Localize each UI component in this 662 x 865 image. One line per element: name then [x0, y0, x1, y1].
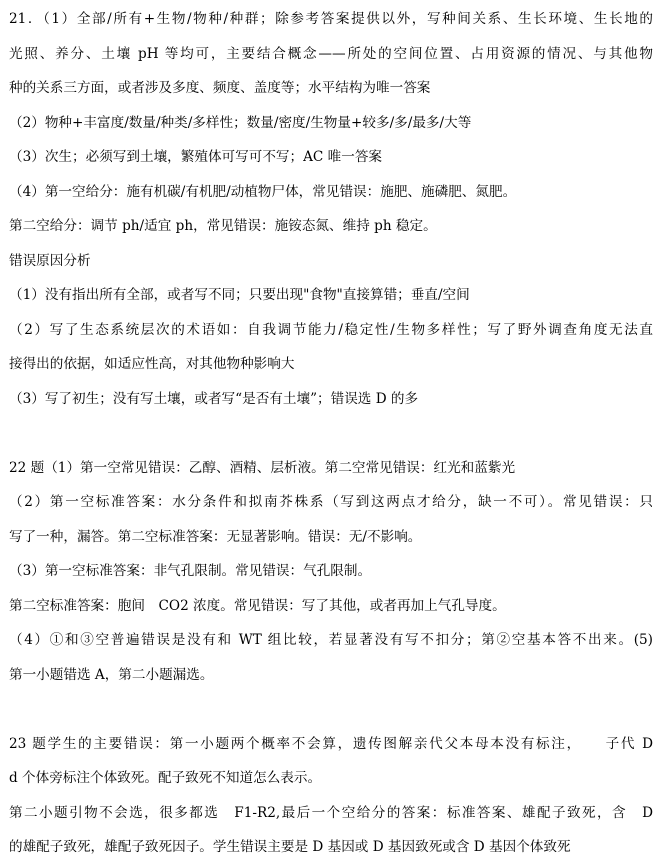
text-line: （3）写了初生；没有写土壤，或者写“是否有土壤”；错误选 D 的多 [9, 390, 419, 407]
text-line: 接得出的依据，如适应性高，对其他物种影响大 [9, 356, 295, 372]
question-21-section [9, 2, 653, 416]
text-line: 23 题学生的主要错误：第一小题两个概率不会算，遗传图解亲代父本母本没有标注， 子代 D [9, 735, 653, 752]
text-line: 第二小题引物不会选，很多都选 F1-R2,最后一个空给分的答案：标准答案、雄配子致死，含 D [9, 804, 653, 821]
text-line: 第二空给分：调节 ph/适宜 ph，常见错误：施铵态氮、维持 ph 稳定。 [9, 218, 437, 234]
text-line: 22 题（1）第一空常见错误：乙醇、酒精、层析液。第二空常见错误：红光和蓝紫光 [9, 459, 516, 476]
text-line: 光照、养分、土壤 pH 等均可，主要结合概念——所处的空间位置、占用资源的情况、与其他物 [9, 45, 653, 62]
text-line: 的雄配子致死，雄配子致死因子。学生错误主要是 D 基因或 D 基因致死或含 D 基因个体致死 [9, 839, 571, 855]
text-line: （1）没有指出所有全部，或者写不同；只要出现"食物"直接算错；垂直/空间 [9, 287, 470, 303]
blank-separator [9, 692, 653, 727]
question-22-section [9, 451, 653, 693]
text-line: （4）第一空给分：施有机碳/有机肥/动植物尸体，常见错误：施肥、施磷肥、氮肥。 [9, 183, 517, 200]
text-line: d 个体旁标注个体致死。配子致死不知道怎么表示。 [9, 770, 322, 786]
text-line: 种的关系三方面，或者涉及多度、频度、盖度等；水平结构为唯一答案 [9, 80, 431, 96]
text-line: 写了一种，漏答。第二空标准答案：无显著影响。错误：无/不影响。 [9, 528, 422, 545]
text-line: （3）次生；必须写到土壤，繁殖体可写可不写；AC 唯一答案 [9, 149, 383, 165]
text-line: （2）写了生态系统层次的术语如：自我调节能力/稳定性/生物多样性；写了野外调查角度无法直 [9, 321, 653, 338]
text-line: （2）第一空标准答案：水分条件和拟南芥株系（写到这两点才给分，缺一不可）。常见错误：只 [9, 494, 653, 510]
text-line: 第一小题错选 A，第二小题漏选。 [9, 666, 214, 683]
text-line: （3）第一空标准答案：非气孔限制。常见错误：气孔限制。 [9, 563, 372, 579]
blank-separator [9, 416, 653, 451]
text-line: 21．（1）全部/所有+生物/物种/种群；除参考答案提供以外，写种间关系、生长环境、生长地的 [9, 11, 653, 27]
text-line: 第二空标准答案：胞间 CO2 浓度。常见错误：写了其他，或者再加上气孔导度。 [9, 597, 506, 614]
text-line: （2）物种+丰富度/数量/种类/多样性；数量/密度/生物量+较多/多/最多/大等 [9, 114, 472, 131]
question-23-section [9, 727, 653, 865]
section-subheading: 错误原因分析 [9, 252, 91, 269]
text-line: （4）①和③空普遍错误是没有和 WT 组比较，若显著没有写不扣分；第②空基本答不出来。(5) [9, 632, 653, 648]
